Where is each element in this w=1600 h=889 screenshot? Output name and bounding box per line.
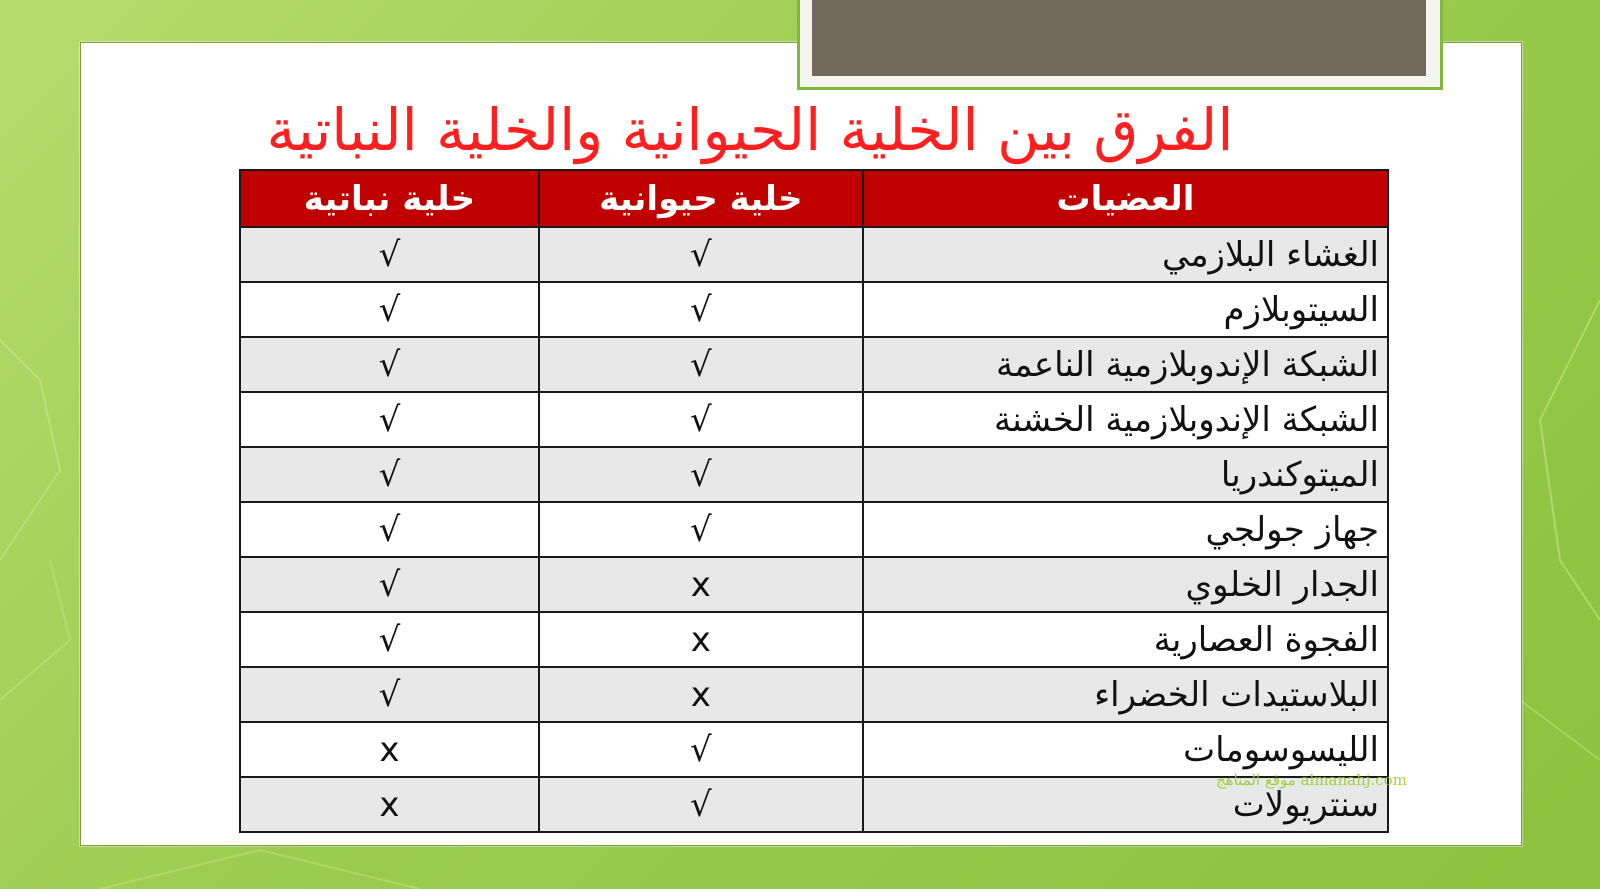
animal-mark: √ — [539, 502, 863, 557]
header-plant-cell: خلية نباتية — [240, 170, 539, 227]
plant-mark: √ — [240, 392, 539, 447]
comparison-table — [239, 169, 1389, 833]
organelle-name: الشبكة الإندوبلازمية الناعمة — [863, 337, 1388, 392]
plant-mark: x — [240, 722, 539, 777]
organelle-name: السيتوبلازم — [863, 282, 1388, 337]
table-row — [240, 227, 1388, 282]
animal-mark: x — [539, 612, 863, 667]
animal-mark: √ — [539, 722, 863, 777]
title-placeholder-box — [812, 0, 1426, 76]
plant-mark: √ — [240, 227, 539, 282]
plant-mark: √ — [240, 282, 539, 337]
animal-mark: √ — [539, 227, 863, 282]
organelle-name: الغشاء البلازمي — [863, 227, 1388, 282]
plant-mark: √ — [240, 557, 539, 612]
animal-mark: √ — [539, 447, 863, 502]
plant-mark: x — [240, 777, 539, 832]
table-header-row — [240, 170, 1388, 227]
organelle-name: الميتوكندريا — [863, 447, 1388, 502]
table-row — [240, 502, 1388, 557]
table-row — [240, 612, 1388, 667]
organelle-name: الليسوسومات — [863, 722, 1388, 777]
animal-mark: x — [539, 667, 863, 722]
plant-mark: √ — [240, 502, 539, 557]
plant-mark: √ — [240, 612, 539, 667]
animal-mark: √ — [539, 337, 863, 392]
table-row — [240, 667, 1388, 722]
plant-mark: √ — [240, 667, 539, 722]
organelle-name: الفجوة العصارية — [863, 612, 1388, 667]
plant-mark: √ — [240, 447, 539, 502]
table-row — [240, 722, 1388, 777]
watermark: موقع المناهج almanahj.com — [1216, 771, 1407, 789]
slide-title: الفرق بين الخلية الحيوانية والخلية النباتية — [266, 96, 1234, 164]
organelle-name: البلاستيدات الخضراء — [863, 667, 1388, 722]
plant-mark: √ — [240, 337, 539, 392]
table-row — [240, 282, 1388, 337]
header-organelles: العضيات — [863, 170, 1388, 227]
table-row — [240, 337, 1388, 392]
organelle-name: الجدار الخلوي — [863, 557, 1388, 612]
table-row — [240, 447, 1388, 502]
header-animal-cell: خلية حيوانية — [539, 170, 863, 227]
animal-mark: √ — [539, 777, 863, 832]
organelle-name: جهاز جولجي — [863, 502, 1388, 557]
animal-mark: √ — [539, 282, 863, 337]
animal-mark: √ — [539, 392, 863, 447]
table-row — [240, 557, 1388, 612]
organelle-name: الشبكة الإندوبلازمية الخشنة — [863, 392, 1388, 447]
organelle-name: سنتريولات — [863, 777, 1388, 832]
animal-mark: x — [539, 557, 863, 612]
table-row — [240, 392, 1388, 447]
